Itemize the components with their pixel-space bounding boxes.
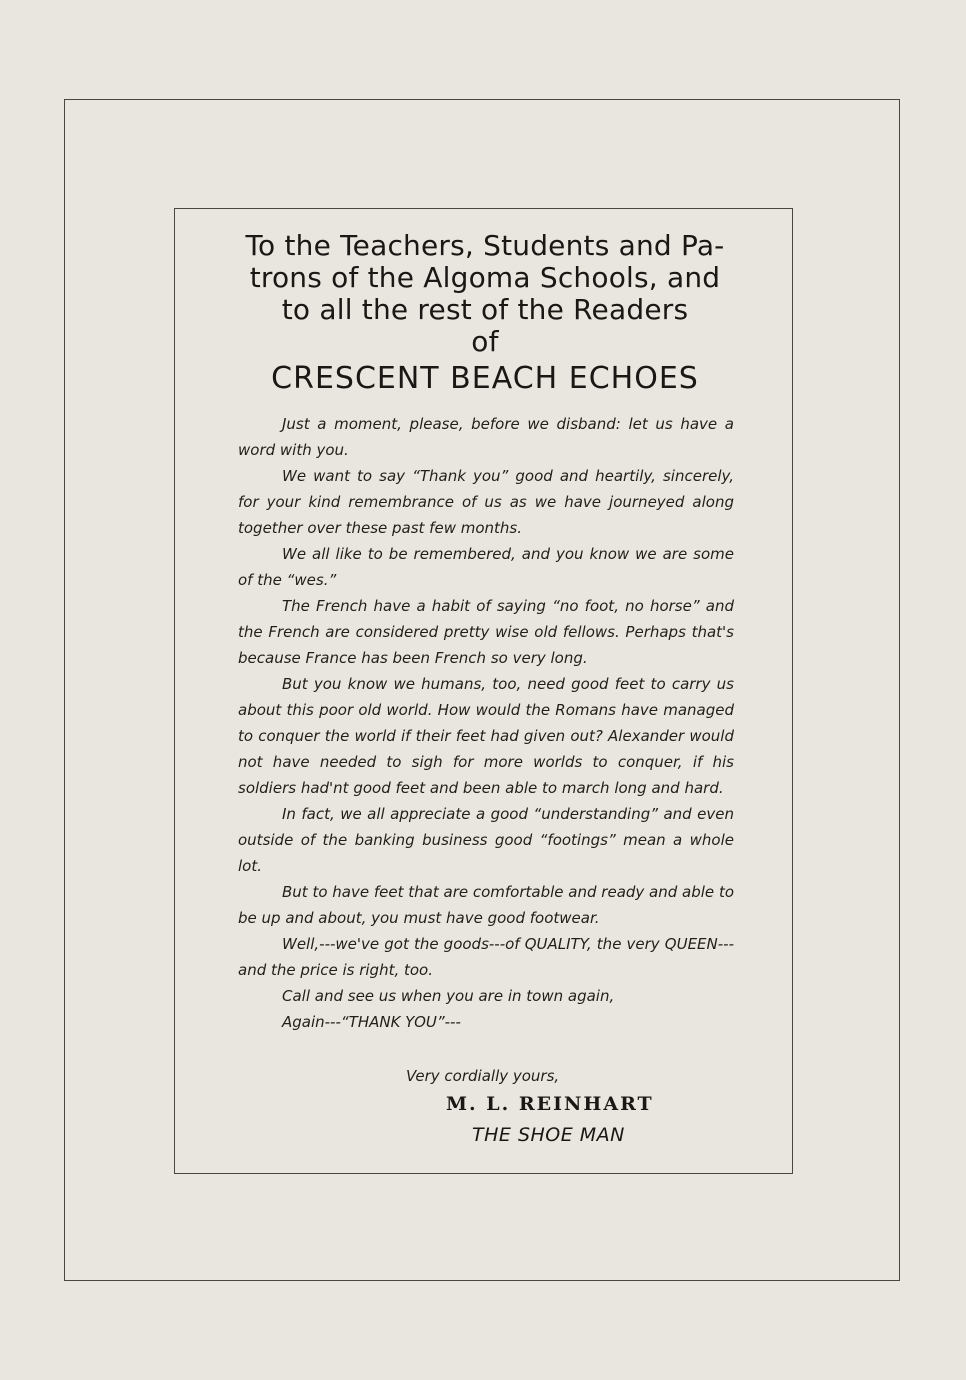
headline-line: to all the rest of the Readers [281,293,689,326]
headline [230,230,740,358]
signer-name: M. L. REINHART [446,1093,654,1115]
letter-paragraph: But you know we humans, too, need good feet to carry us about this poor old world. How would the Romans have managed to conquer the world if their feet had given out? Alexander would not have needed to sigh for more worlds to conquer, if his soldiers had'nt good feet and been able to march long and hard. [238,675,734,797]
letter-paragraph: Call and see us when you are in town again, [282,987,615,1005]
headline-line: To the Teachers, Students and Pa- [245,229,725,262]
headline-line: of [471,325,499,358]
letter-paragraph: The French have a habit of saying “no foot, no horse” and the French are considered pretty wise old fellows. Perhaps that's because France has been French so very long. [238,597,734,667]
letter-paragraph: We all like to be remembered, and you know we are some of the “wes.” [238,545,734,589]
sign-off: Very cordially yours, [406,1067,560,1085]
letter-body [238,411,734,1035]
publication-title: CRESCENT BEACH ECHOES [271,361,699,396]
letter-paragraph: Well,---we've got the goods---of QUALITY, the very QUEEN---and the price is right, too. [238,935,734,979]
letter-paragraph: In fact, we all appreciate a good “understanding” and even outside of the banking business good “footings” mean a whole lot. [238,805,734,875]
letter-paragraph: Again---“THANK YOU”--- [282,1013,461,1031]
signer-title: THE SHOE MAN [472,1124,625,1146]
letter-paragraph: Just a moment, please, before we disband: let us have a word with you. [238,415,734,459]
letter-paragraph: But to have feet that are comfortable and ready and able to be up and about, you must have good footwear. [238,883,734,927]
headline-line: trons of the Algoma Schools, and [249,261,721,294]
letter-paragraph: We want to say “Thank you” good and heartily, sincerely, for your kind remembrance of us as we have journeyed along together over these past few months. [238,467,734,537]
